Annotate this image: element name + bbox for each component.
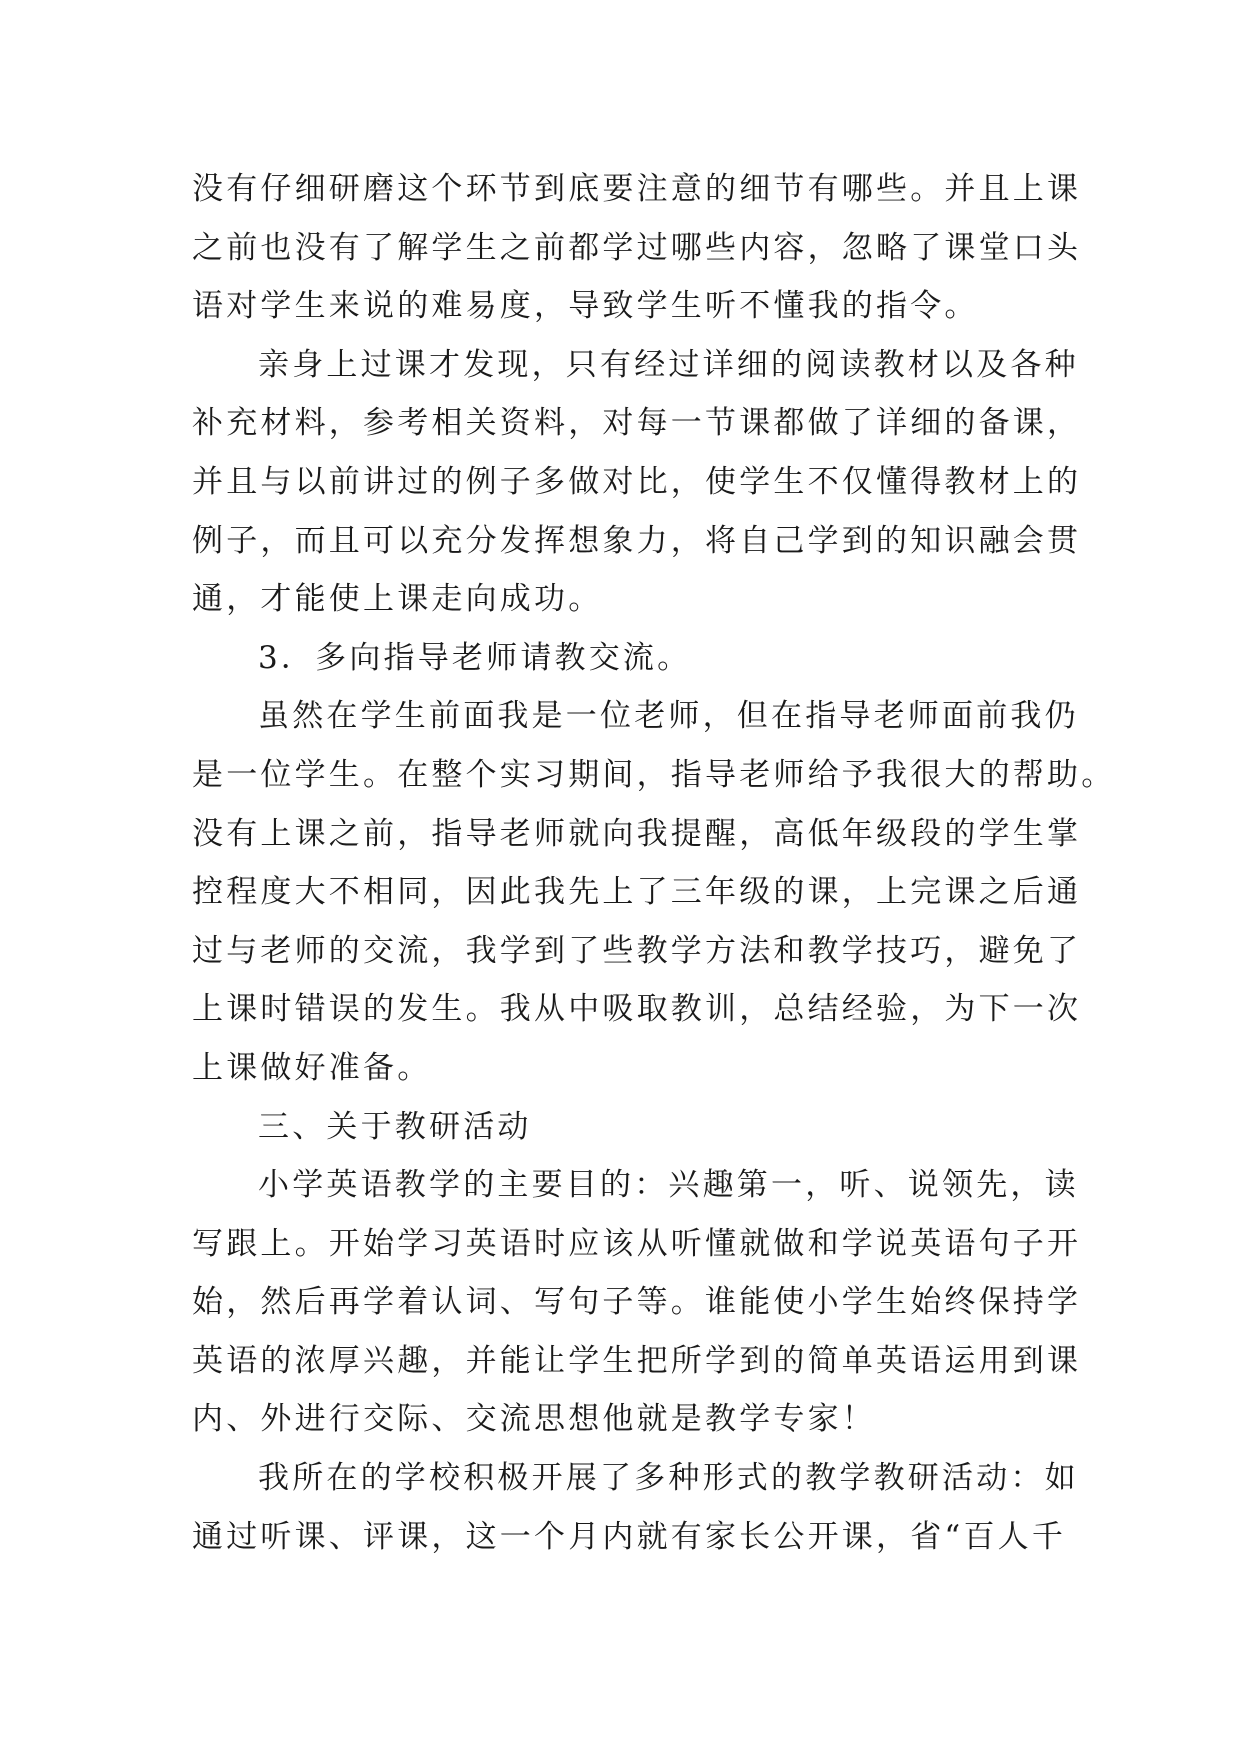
text-line: 过与老师的交流，我学到了些教学方法和教学技巧，避免了 [192, 932, 1082, 969]
text-line: 补充材料，参考相关资料，对每一节课都做了详细的备课， [192, 405, 1082, 442]
text-line: 亲身上过课才发现，只有经过详细的阅读教材以及各种 [258, 346, 1079, 383]
text-line: 是一位学生。在整个实习期间，指导老师给予我很大的帮助。 [192, 756, 1116, 793]
text-line: 语对学生来说的难易度，导致学生听不懂我的指令。 [192, 288, 979, 325]
text-line: 上课时错误的发生。我从中吸取教训，总结经验，为下一次 [192, 991, 1082, 1028]
text-line: 没有上课之前，指导老师就向我提醒，高低年级段的学生掌 [192, 815, 1082, 852]
text-line: 并且与以前讲过的例子多做对比，使学生不仅懂得教材上的 [192, 463, 1082, 500]
text-line: 小学英语教学的主要目的：兴趣第一，听、说领先，读 [258, 1167, 1079, 1204]
text-line: 通过听课、评课，这一个月内就有家长公开课，省“百人千 [192, 1518, 1067, 1555]
text-line: 例子，而且可以充分发挥想象力，将自己学到的知识融会贯 [192, 522, 1082, 559]
text-line: 英语的浓厚兴趣，并能让学生把所学到的简单英语运用到课 [192, 1342, 1082, 1379]
document-body [192, 160, 1116, 1566]
text-line: 控程度大不相同，因此我先上了三年级的课，上完课之后通 [192, 874, 1082, 911]
text-line: 始，然后再学着认词、写句子等。谁能使小学生始终保持学 [192, 1284, 1082, 1321]
text-line: 内、外进行交际、交流思想他就是教学专家！ [192, 1401, 876, 1438]
text-line: 虽然在学生前面我是一位老师，但在指导老师面前我仍 [258, 698, 1079, 735]
text-line: 我所在的学校积极开展了多种形式的教学教研活动：如 [258, 1460, 1079, 1497]
text-line: 上课做好准备。 [192, 1049, 432, 1086]
text-line: 写跟上。开始学习英语时应该从听懂就做和学说英语句子开 [192, 1225, 1082, 1262]
text-line: 通，才能使上课走向成功。 [192, 581, 603, 618]
text-line: 三、关于教研活动 [258, 1108, 532, 1145]
text-line: 之前也没有了解学生之前都学过哪些内容，忽略了课堂口头 [192, 229, 1082, 266]
text-line: 没有仔细研磨这个环节到底要注意的细节有哪些。并且上课 [192, 171, 1082, 207]
text-line: 3．多向指导老师请教交流。 [258, 639, 692, 676]
